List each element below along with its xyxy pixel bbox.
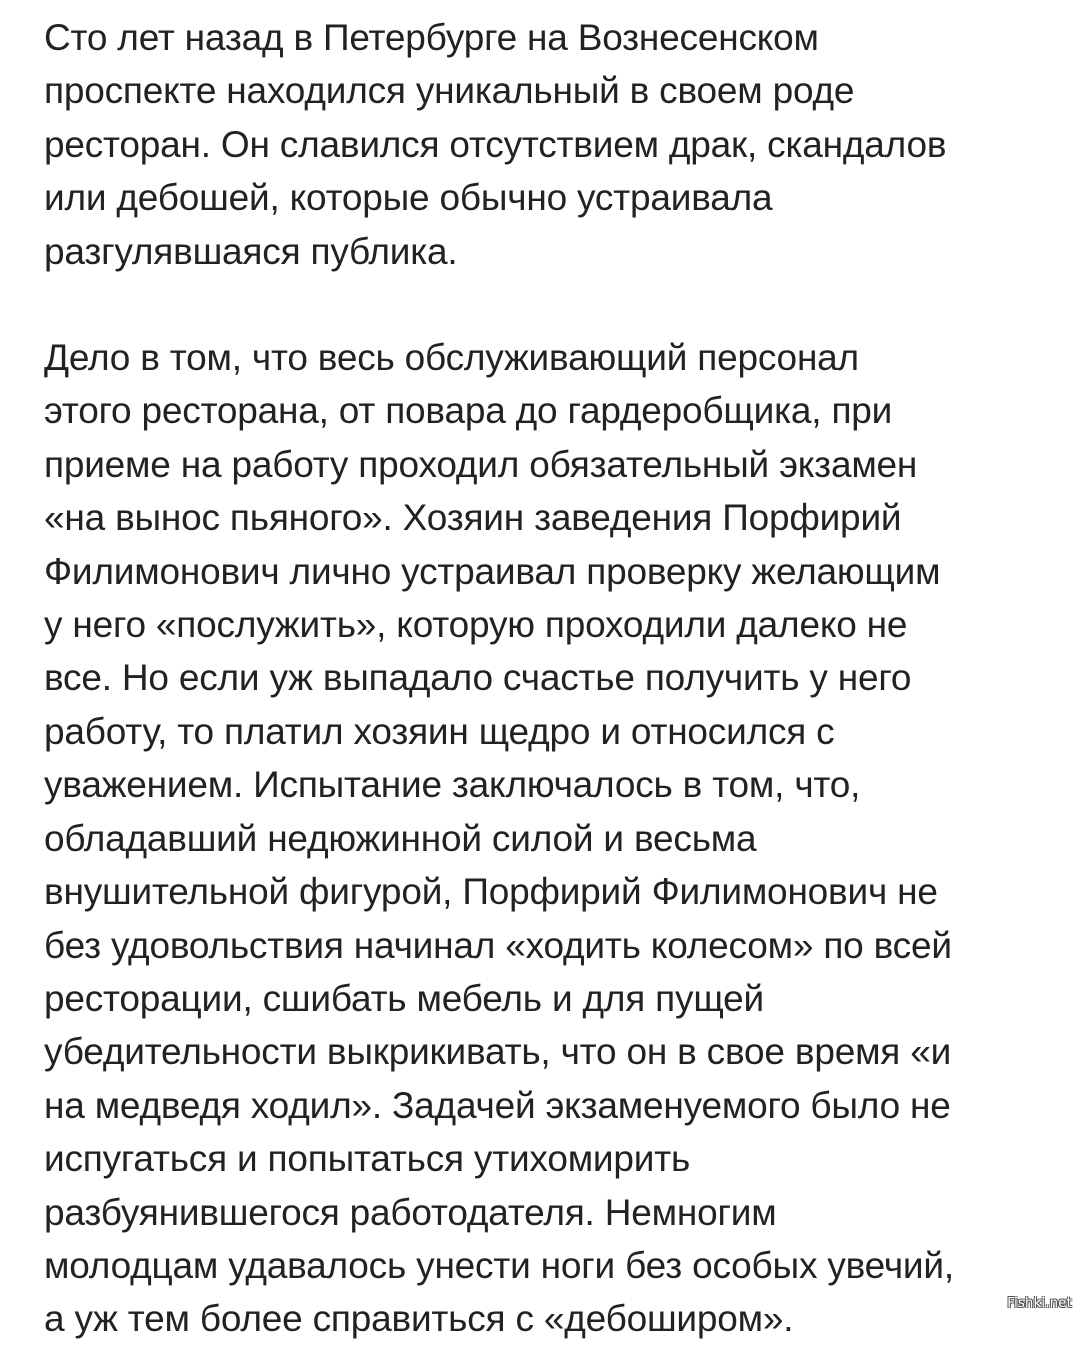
fishki-watermark: Fishki.net (1007, 1296, 1072, 1311)
text-line: на медведя ходил». Задачей экзаменуемого было не (44, 1084, 951, 1126)
text-line: а уж тем более справиться с «дебоширом». (44, 1298, 794, 1340)
text-line: внушительной фигурой, Порфирий Филимонович не (44, 871, 938, 913)
text-line: уважением. Испытание заключалось в том, что, (44, 764, 861, 806)
text-line: разбуянившегося работодателя. Немногим (44, 1191, 777, 1233)
text-line: убедительности выкрикивать, что он в свое время «и (44, 1031, 952, 1073)
text-line: приеме на работу проходил обязательный экзамен (44, 443, 918, 485)
text-line: обладавший недюжинной силой и весьма (44, 817, 757, 859)
text-line: без удовольствия начинал «ходить колесом» по всей (44, 924, 952, 966)
text-line: все. Но если уж выпадало счастье получить у него (44, 657, 912, 699)
paragraph-intro (44, 11, 1054, 278)
text-line: у него «послужить», которую проходили далеко не (44, 604, 908, 646)
text-line: ресторан. Он славился отсутствием драк, скандалов (44, 123, 947, 165)
post-body (44, 11, 1054, 1346)
paragraph-story (44, 331, 1054, 1346)
text-line: Филимонович лично устраивал проверку желающим (44, 550, 941, 592)
text-line: проспекте находился уникальный в своем роде (44, 70, 855, 112)
paragraph-spacer (44, 278, 1054, 331)
text-line: молодцам удавалось унести ноги без особых увечий, (44, 1244, 954, 1286)
text-line: ресторации, сшибать мебель и для пущей (44, 977, 764, 1019)
text-line: Дело в том, что весь обслуживающий персонал (44, 337, 859, 379)
text-line: этого ресторана, от повара до гардеробщика, при (44, 390, 893, 432)
text-line: работу, то платил хозяин щедро и относился с (44, 710, 835, 752)
text-line: «на вынос пьяного». Хозяин заведения Порфирий (44, 497, 902, 539)
text-line: испугаться и попытаться утихомирить (44, 1138, 691, 1180)
text-line: разгулявшаяся публика. (44, 230, 458, 272)
text-line: Сто лет назад в Петербурге на Вознесенском (44, 17, 819, 58)
text-line: или дебошей, которые обычно устраивала (44, 177, 773, 219)
